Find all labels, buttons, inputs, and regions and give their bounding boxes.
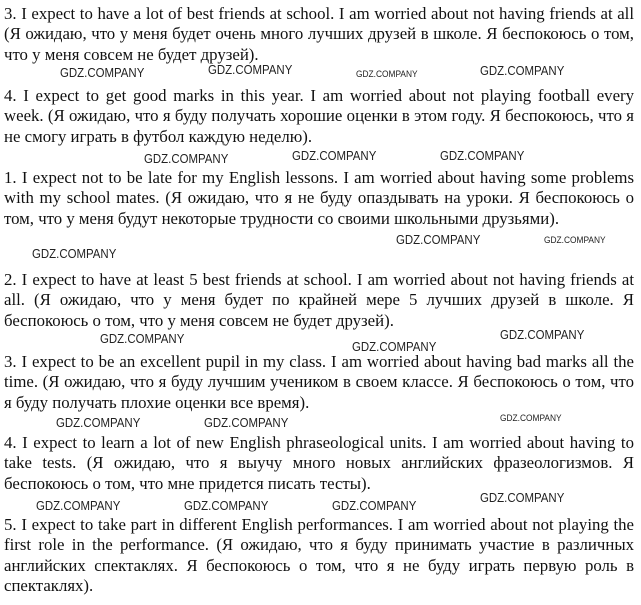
watermark: GDZ.COMPANY (144, 151, 229, 166)
watermark: GDZ.COMPANY (352, 339, 437, 354)
watermark: GDZ.COMPANY (500, 327, 585, 342)
watermark: GDZ.COMPANY (56, 415, 141, 430)
watermark: GDZ.COMPANY (36, 498, 121, 513)
watermark: GDZ.COMPANY (184, 498, 269, 513)
answer-paragraph: 3. I expect to be an excellent pupil in my class. I am worried about having bad marks all the time. (Я ожидаю, что я буду лучшим учеником в своем классе. Я беспокоюсь о том, что я буду получать плохие оценки все время). (4, 352, 634, 412)
answer-paragraph: 4. I expect to get good marks in this year. I am worried about not playing football every week. (Я ожидаю, что я буду получать хорошие оценки в этом году. Я беспокоюсь, что я не смогу играть в футбол каждую неделю). (4, 86, 634, 146)
answer-paragraph: 4. I expect to learn a lot of new English phraseological units. I am worried about having to take tests. (Я ожидаю, что я выучу много новых английских фразеологизмов. Я беспокоюсь о том, что мне придется писать тесты). (4, 433, 634, 493)
watermark: GDZ.COMPANY (480, 490, 565, 505)
watermark: GDZ.COMPANY (500, 413, 562, 424)
watermark: GDZ.COMPANY (480, 63, 565, 78)
watermark: GDZ.COMPANY (332, 498, 417, 513)
watermark: GDZ.COMPANY (356, 69, 418, 80)
watermark: GDZ.COMPANY (396, 232, 481, 247)
watermark: GDZ.COMPANY (60, 65, 145, 80)
answer-paragraph: 1. I expect not to be late for my English lessons. I am worried about having some problems with my school mates. (Я ожидаю, что я не буду опаздывать на уроки. Я беспокоюсь о том, что у меня будут некоторые трудности со своими школьными друзьями). (4, 168, 634, 228)
watermark: GDZ.COMPANY (292, 148, 377, 163)
answer-paragraph: 5. I expect to take part in different English performances. I am worried about not playing the first role in the performance. (Я ожидаю, что я буду принимать участие в различных английских спектаклях. Я беспокоюсь о том, что я не буду играть первую роль в спектаклях). (4, 515, 634, 596)
answer-paragraph: 2. I expect to have at least 5 best friends at school. I am worried about not having friends at all. (Я ожидаю, что у меня будет по крайней мере 5 лучших друзей в школе. Я беспокоюсь о том, что у меня совсем не будет друзей). (4, 270, 634, 330)
answer-paragraph: 3. I expect to have a lot of best friends at school. I am worried about not having friends at all (Я ожидаю, что у меня будет очень много лучших друзей в школе. Я беспокоюсь о том, что у меня совсем не будет друзей). (4, 4, 634, 64)
watermark: GDZ.COMPANY (100, 331, 185, 346)
watermark: GDZ.COMPANY (440, 148, 525, 163)
watermark: GDZ.COMPANY (204, 415, 289, 430)
watermark: GDZ.COMPANY (544, 235, 606, 246)
watermark: GDZ.COMPANY (32, 246, 117, 261)
watermark: GDZ.COMPANY (208, 62, 293, 77)
